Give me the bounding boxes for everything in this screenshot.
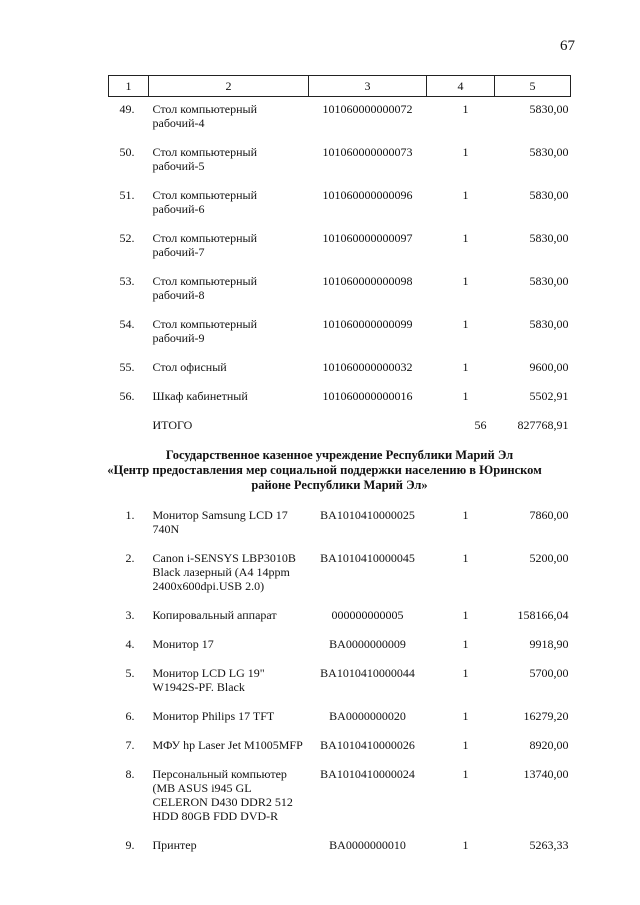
quantity: 1 bbox=[462, 274, 469, 288]
item-name: Стол компьютерный рабочий-9 bbox=[152, 317, 258, 345]
item-name: Монитор LCD LG 19" W1942S-PF. Black bbox=[152, 666, 265, 694]
table-row bbox=[109, 704, 571, 733]
item-name: Персональный компьютер (MB ASUS i945 GL CELERON D430 DDR2 512 HDD 80GB FDD DVD-R bbox=[152, 767, 293, 823]
inventory-code: BA0000000010 bbox=[329, 838, 406, 852]
row-number: 54. bbox=[119, 317, 135, 331]
table-row bbox=[109, 833, 571, 862]
table-row bbox=[109, 733, 571, 762]
price: 158166,04 bbox=[517, 608, 569, 622]
page-number: 67 bbox=[560, 38, 575, 54]
inventory-code: BA1010410000045 bbox=[320, 551, 415, 565]
row-number: 2. bbox=[125, 551, 135, 565]
price: 5502,91 bbox=[529, 389, 569, 403]
inventory-table bbox=[108, 75, 571, 862]
table-row bbox=[109, 269, 571, 312]
item-name: Монитор 17 bbox=[152, 637, 214, 651]
row-number: 51. bbox=[119, 188, 135, 202]
quantity: 1 bbox=[462, 738, 469, 752]
inventory-code: 101060000000072 bbox=[322, 102, 413, 116]
section-heading-line: Государственное казенное учреждение Республики Марий Эл bbox=[165, 448, 514, 462]
quantity: 1 bbox=[462, 666, 469, 680]
price: 8920,00 bbox=[529, 738, 569, 752]
total-code-cell bbox=[309, 413, 427, 442]
price: 5830,00 bbox=[529, 102, 569, 116]
inventory-code: BA0000000009 bbox=[329, 637, 406, 651]
row-number: 50. bbox=[119, 145, 135, 159]
table-row bbox=[109, 503, 571, 546]
item-name: Стол компьютерный рабочий-4 bbox=[152, 102, 258, 130]
item-name: Стол компьютерный рабочий-6 bbox=[152, 188, 258, 216]
price: 7860,00 bbox=[529, 508, 569, 522]
table-body-equipment bbox=[109, 503, 571, 862]
total-num-cell bbox=[109, 413, 149, 442]
quantity: 1 bbox=[462, 188, 469, 202]
total-price: 827768,91 bbox=[517, 418, 569, 432]
inventory-code: 101060000000032 bbox=[322, 360, 413, 374]
inventory-code: BA1010410000026 bbox=[320, 738, 415, 752]
inventory-code: BA1010410000044 bbox=[320, 666, 415, 680]
quantity: 1 bbox=[462, 231, 469, 245]
inventory-code: 101060000000016 bbox=[322, 389, 413, 403]
table-row bbox=[109, 97, 571, 141]
table-row bbox=[109, 312, 571, 355]
column-header: 4 bbox=[427, 76, 495, 97]
row-number: 3. bbox=[125, 608, 135, 622]
row-number: 1. bbox=[125, 508, 135, 522]
row-number: 53. bbox=[119, 274, 135, 288]
price: 5830,00 bbox=[529, 317, 569, 331]
table-row bbox=[109, 762, 571, 833]
item-name: Шкаф кабинетный bbox=[152, 389, 248, 403]
column-header: 5 bbox=[495, 76, 571, 97]
row-number: 7. bbox=[125, 738, 135, 752]
quantity: 1 bbox=[462, 709, 469, 723]
price: 16279,20 bbox=[523, 709, 569, 723]
item-name: Копировальный аппарат bbox=[152, 608, 277, 622]
item-name: Стол компьютерный рабочий-5 bbox=[152, 145, 258, 173]
total-qty: 56 bbox=[474, 418, 487, 432]
table-row bbox=[109, 183, 571, 226]
table-row bbox=[109, 226, 571, 269]
quantity: 1 bbox=[462, 838, 469, 852]
row-number: 6. bbox=[125, 709, 135, 723]
quantity: 1 bbox=[462, 145, 469, 159]
quantity: 1 bbox=[462, 317, 469, 331]
row-number: 8. bbox=[125, 767, 135, 781]
item-name: Стол компьютерный рабочий-8 bbox=[152, 274, 258, 302]
item-name: Стол офисный bbox=[152, 360, 227, 374]
price: 5830,00 bbox=[529, 274, 569, 288]
item-name: Монитор Samsung LCD 17 740N bbox=[152, 508, 288, 536]
item-name: Стол компьютерный рабочий-7 bbox=[152, 231, 258, 259]
item-name: Canon i-SENSYS LBP3010B Black лазерный (A4 14ppm 2400x600dpi.USB 2.0) bbox=[152, 551, 296, 593]
row-number: 5. bbox=[125, 666, 135, 680]
inventory-code: 101060000000096 bbox=[322, 188, 413, 202]
section-heading-row bbox=[109, 442, 571, 503]
column-header: 2 bbox=[149, 76, 309, 97]
table-row bbox=[109, 546, 571, 603]
column-header-row bbox=[109, 76, 571, 97]
table-row bbox=[109, 140, 571, 183]
table-row bbox=[109, 661, 571, 704]
table-row bbox=[109, 632, 571, 661]
item-name: МФУ hp Laser Jet M1005MFP bbox=[152, 738, 303, 752]
price: 5830,00 bbox=[529, 231, 569, 245]
quantity: 1 bbox=[462, 551, 469, 565]
inventory-code: 101060000000097 bbox=[322, 231, 413, 245]
row-number: 4. bbox=[125, 637, 135, 651]
price: 5830,00 bbox=[529, 145, 569, 159]
inventory-code: 101060000000099 bbox=[322, 317, 413, 331]
table-body-furniture bbox=[109, 97, 571, 414]
quantity: 1 bbox=[462, 508, 469, 522]
table-body-total bbox=[109, 413, 571, 503]
quantity: 1 bbox=[462, 767, 469, 781]
row-number: 55. bbox=[119, 360, 135, 374]
inventory-code: BA1010410000025 bbox=[320, 508, 415, 522]
quantity: 1 bbox=[462, 389, 469, 403]
price: 5700,00 bbox=[529, 666, 569, 680]
price: 5263,33 bbox=[529, 838, 569, 852]
row-number: 56. bbox=[119, 389, 135, 403]
quantity: 1 bbox=[462, 360, 469, 374]
price: 13740,00 bbox=[523, 767, 569, 781]
row-number: 49. bbox=[119, 102, 135, 116]
section-heading-line: «Центр предоставления мер социальной поддержки населению в Юринском bbox=[107, 463, 542, 477]
price: 5200,00 bbox=[529, 551, 569, 565]
row-number: 9. bbox=[125, 838, 135, 852]
section-heading bbox=[109, 442, 571, 503]
inventory-code: 101060000000098 bbox=[322, 274, 413, 288]
total-row bbox=[109, 413, 571, 442]
section-heading-line: районе Республики Марий Эл» bbox=[251, 478, 428, 492]
price: 5830,00 bbox=[529, 188, 569, 202]
inventory-code: 000000000005 bbox=[331, 608, 404, 622]
quantity: 1 bbox=[462, 102, 469, 116]
inventory-code: BA1010410000024 bbox=[320, 767, 415, 781]
column-header: 1 bbox=[109, 76, 149, 97]
column-header: 3 bbox=[309, 76, 427, 97]
inventory-table-container bbox=[108, 75, 570, 862]
price: 9918,90 bbox=[529, 637, 569, 651]
quantity: 1 bbox=[462, 637, 469, 651]
table-row bbox=[109, 384, 571, 413]
table-row bbox=[109, 355, 571, 384]
inventory-code: 101060000000073 bbox=[322, 145, 413, 159]
row-number: 52. bbox=[119, 231, 135, 245]
item-name: Монитор Philips 17 TFT bbox=[152, 709, 275, 723]
quantity: 1 bbox=[462, 608, 469, 622]
inventory-code: BA0000000020 bbox=[329, 709, 406, 723]
table-row bbox=[109, 603, 571, 632]
total-label: ИТОГО bbox=[152, 418, 193, 432]
item-name: Принтер bbox=[152, 838, 197, 852]
price: 9600,00 bbox=[529, 360, 569, 374]
